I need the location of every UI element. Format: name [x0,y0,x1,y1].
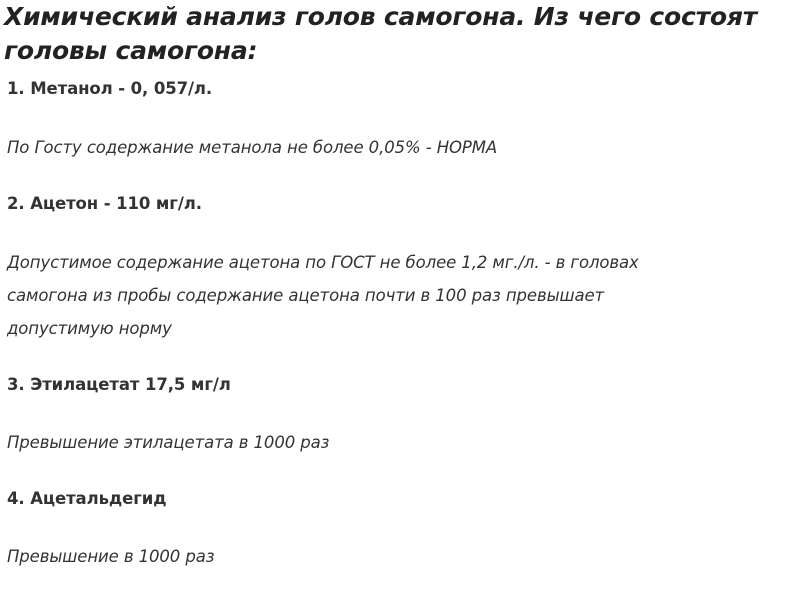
note-line: По Госту содержание метанола не более 0,05% - НОРМА [7,138,498,157]
note-line: допустимую норму [7,319,172,338]
note-line: Превышение в 1000 раз [7,547,215,566]
item-heading-ethyl-acetate: 3. Этилацетат 17,5 мг/л [7,375,231,394]
article-title-line-1: Химический анализ голов самогона. Из чего состоят [4,2,758,31]
article-title-line-2: головы самогона: [4,36,258,65]
note-line: Допустимое содержание ацетона по ГОСТ не более 1,2 мг./л. - в головах [7,253,639,272]
item-note-ethyl-acetate [7,426,727,459]
item-heading-acetaldehyde: 4. Ацетальдегид [7,489,167,508]
article-title [4,0,794,68]
note-line: Превышение этилацетата в 1000 раз [7,433,330,452]
item-heading-acetone: 2. Ацетон - 110 мг/л. [7,194,202,213]
item-note-acetone [7,246,727,345]
item-heading-methanol: 1. Метанол - 0, 057/л. [7,79,213,98]
note-line: самогона из пробы содержание ацетона почти в 100 раз превышает [7,286,605,305]
item-note-methanol [7,131,727,164]
item-note-acetaldehyde [7,540,727,573]
